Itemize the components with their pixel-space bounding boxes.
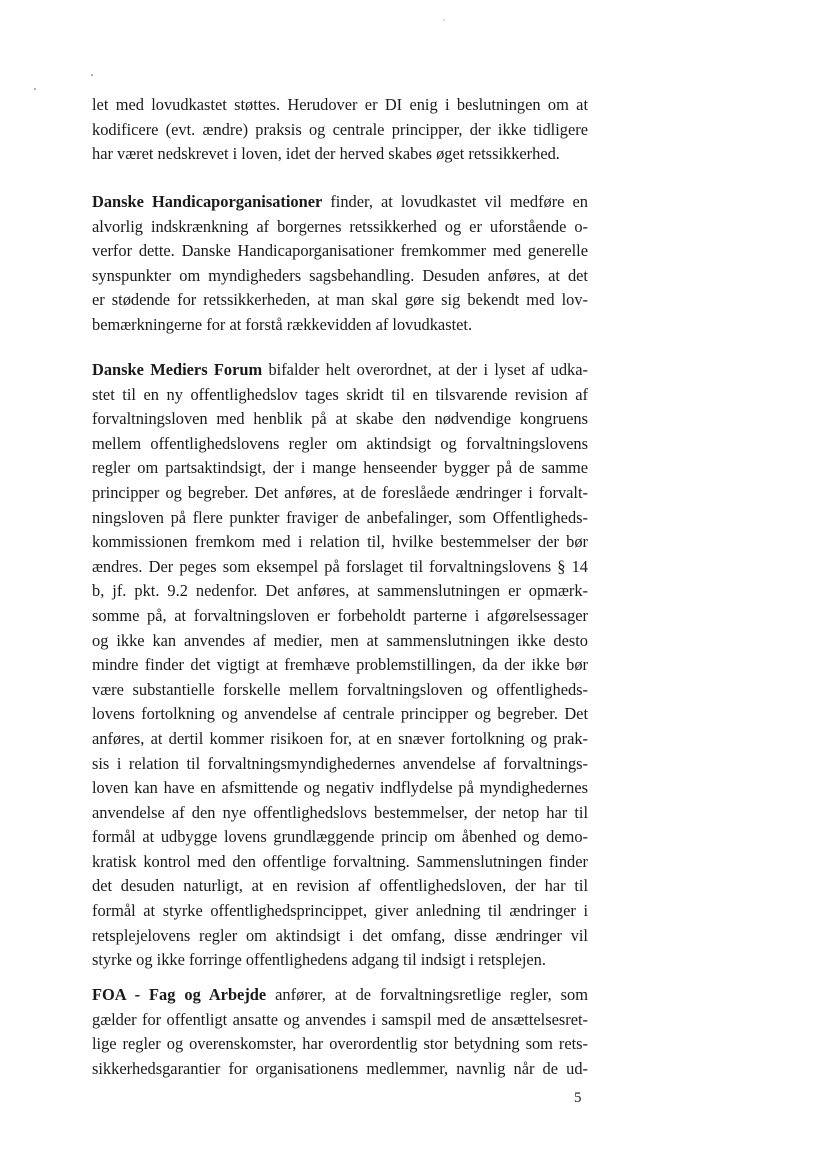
- text-line: finder, at lovudkastet vil medføre en: [322, 192, 588, 211]
- text-line: lovens fortolkning og anvendelse af centrale principper og begreber. Det: [92, 704, 588, 724]
- text-line: formål at styrke offentlighedsprincippet, giver anledning til ændringer i: [92, 901, 588, 921]
- text-line: mellem offentlighedslovens regler om aktindsigt og forvaltningslovens: [92, 433, 588, 453]
- text-line: let med lovudkastet støttes. Herudover er DI enig i beslutningen om at: [92, 95, 588, 114]
- text-line: bemærkningerne for at forstå rækkevidden af lovudkastet.: [92, 314, 473, 334]
- text-line: alvorlig indskrænkning af borgernes retssikkerhed og er uforstående o-: [92, 216, 588, 236]
- text-line: kodificere (evt. ændre) praksis og centrale principper, der ikke tidligere: [92, 119, 588, 139]
- text-line: styrke og ikke forringe offentlighedens adgang til indsigt i retsplejen.: [92, 950, 546, 970]
- text-line: det desuden naturligt, at en revision af offentlighedsloven, der har til: [92, 876, 588, 896]
- text-line: sis i relation til forvaltningsmyndighedernes anvendelse af forvaltnings-: [92, 753, 588, 773]
- text-line: formål at udbygge lovens grundlæggende princip om åbenhed og demo-: [92, 827, 588, 847]
- text-line: kratisk kontrol med den offentlige forvaltning. Sammenslutningen finder: [92, 851, 588, 871]
- text-line: b, jf. pkt. 9.2 nedenfor. Det anføres, at sammenslutningen er opmærk-: [92, 581, 588, 601]
- text-line: loven kan have en afsmittende og negativ indflydelse på myndighedernes: [92, 778, 588, 798]
- text-line: ændres. Der peges som eksempel på forslaget til forvaltningslovens § 14: [92, 556, 588, 576]
- text-line: har været nedskrevet i loven, idet der herved skabes øget retssikkerhed.: [92, 144, 560, 164]
- text-line: anføres, at dertil kommer risikoen for, at en snæver fortolkning og prak-: [92, 728, 588, 748]
- organisation-name: Danske Mediers Forum: [92, 360, 263, 379]
- paragraph-di-continuation: [92, 93, 588, 167]
- text-line: lige regler og overenskomster, har overordentlig stor betydning som rets-: [92, 1034, 588, 1054]
- text-line-with-lead: [92, 190, 588, 215]
- organisation-name: FOA - Fag og Arbejde: [92, 985, 267, 1004]
- text-line: anfører, at de forvaltningsretlige regler, som: [266, 985, 588, 1004]
- scan-speck: [34, 88, 36, 90]
- text-line: forvaltningsloven med henblik på at skabe den nødvendige kongruens: [92, 409, 588, 429]
- paragraph-danske-handicaporganisationer: [92, 190, 588, 338]
- text-line: verfor dette. Danske Handicaporganisationer fremkommer med generelle: [92, 241, 588, 261]
- text-line-with-lead: [92, 358, 588, 383]
- text-line: være substantielle forskelle mellem forvaltningsloven og offentligheds-: [92, 679, 588, 699]
- text-line: mindre finder det vigtigt at fremhæve problemstillingen, da der ikke bør: [92, 655, 588, 675]
- text-line: er stødende for retssikkerheden, at man skal gøre sig bekendt med lov-: [92, 290, 588, 310]
- scan-speck: [443, 19, 445, 21]
- text-line: stet til en ny offentlighedslov tages skridt til en tilsvarende revision af: [92, 384, 588, 404]
- text-line-with-lead: [92, 983, 588, 1008]
- text-line: ningsloven på flere punkter fraviger de anbefalinger, som Offentligheds-: [92, 507, 588, 527]
- scan-speck: [91, 74, 93, 76]
- text-line: retsplejelovens regler om aktindsigt i det omfang, disse ændringer vil: [92, 925, 588, 945]
- page-number: 5: [574, 1090, 582, 1106]
- text-line: principper og begreber. Det anføres, at de foreslåede ændringer i forvalt-: [92, 482, 588, 502]
- text-line: bifalder helt overordnet, at der i lyset af udka-: [262, 360, 588, 379]
- text-line: gælder for offentligt ansatte og anvendes i samspil med de ansættelsesret-: [92, 1009, 588, 1029]
- text-line: og ikke kan anvendes af medier, men at sammenslutningen ikke desto: [92, 630, 588, 650]
- text-line: anvendelse af den nye offentlighedslovs bestemmelser, der netop har til: [92, 802, 588, 822]
- text-line: regler om partsaktindsigt, der i mange henseender bygger på de samme: [92, 458, 588, 478]
- paragraph-danske-mediers-forum: [92, 358, 588, 973]
- paragraph-foa-fag-og-arbejde: [92, 983, 588, 1081]
- text-line: kommissionen fremkom med i relation til, hvilke bestemmelser der bør: [92, 532, 588, 552]
- text-line: synspunkter om myndigheders sagsbehandling. Desuden anføres, at det: [92, 265, 588, 285]
- text-line: somme på, at forvaltningsloven er forbeholdt parterne i afgørelsessager: [92, 605, 588, 625]
- organisation-name: Danske Handicaporganisationer: [92, 192, 323, 211]
- text-line: sikkerhedsgarantier for organisationens medlemmer, navnlig når de ud-: [92, 1058, 588, 1078]
